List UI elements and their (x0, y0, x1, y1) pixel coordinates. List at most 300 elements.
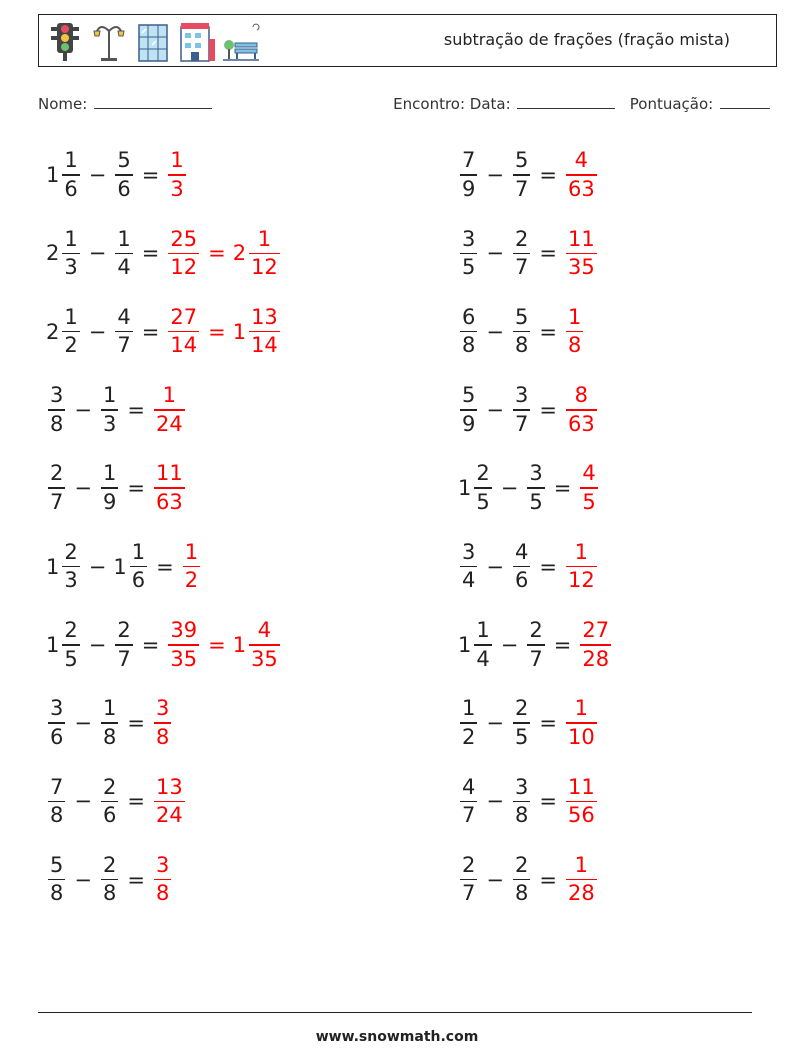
fraction (460, 150, 477, 200)
fraction (115, 620, 132, 670)
fraction-bar (527, 487, 544, 489)
numerator: 7 (462, 148, 476, 173)
numerator: 2 (514, 696, 529, 721)
minus-sign: − (74, 789, 92, 814)
fraction-bar (460, 801, 477, 803)
fraction-bar (580, 644, 611, 646)
denominator: 6 (50, 724, 64, 749)
minus-sign: − (486, 163, 504, 187)
fraction-bar (62, 644, 79, 646)
denominator: 7 (50, 489, 64, 514)
header-icons (45, 19, 261, 63)
date-blank[interactable] (517, 93, 615, 109)
problem-item (46, 140, 188, 210)
denominator: 4 (117, 255, 131, 280)
answer-fraction (152, 852, 173, 906)
minuend (46, 620, 82, 670)
numerator: 8 (574, 383, 589, 408)
answer-fraction (166, 150, 187, 200)
fraction-bar (168, 174, 185, 176)
numerator: 2 (476, 461, 490, 486)
denominator: 14 (251, 333, 278, 358)
fraction-bar (460, 879, 477, 881)
fraction (101, 698, 118, 748)
denominator: 3 (170, 176, 184, 201)
fraction (101, 463, 118, 513)
equals-sign: = (127, 476, 145, 501)
numerator: 5 (50, 852, 64, 877)
numerator: 1 (184, 539, 199, 564)
whole-number: 2 (232, 241, 247, 266)
denominator: 12 (567, 568, 595, 593)
subtrahend (99, 698, 120, 748)
numerator: 1 (102, 696, 117, 721)
answer (166, 226, 281, 280)
fraction-bar (154, 487, 185, 489)
apartment-building-icon (177, 19, 217, 63)
fraction (460, 385, 477, 435)
denominator: 7 (117, 333, 131, 358)
numerator: 1 (574, 539, 589, 564)
equals-sign: = (141, 632, 160, 657)
fraction (474, 620, 491, 670)
denominator: 63 (567, 176, 595, 201)
numerator: 1 (64, 148, 78, 173)
denominator: 8 (102, 881, 117, 906)
minus-sign: − (486, 319, 504, 344)
answer-fraction (564, 539, 599, 593)
subtrahend (511, 226, 532, 280)
fraction-bar (101, 409, 118, 411)
fraction-bar (168, 331, 199, 333)
fraction-bar (460, 331, 477, 333)
problem-item (46, 688, 173, 758)
equals-sign: = (539, 319, 557, 344)
fraction-bar (130, 566, 147, 568)
fraction-bar (101, 801, 118, 803)
equals-sign: = (127, 711, 145, 736)
denominator: 8 (514, 881, 529, 906)
equals-sign: = (127, 397, 145, 422)
numerator: 2 (64, 618, 78, 643)
worksheet-title: subtração de frações (fração mista) (443, 30, 730, 49)
fraction (48, 463, 65, 513)
fraction-bar (566, 801, 597, 803)
subtrahend (99, 463, 120, 513)
minus-sign: − (486, 397, 504, 422)
fraction (460, 226, 477, 280)
numerator: 4 (514, 539, 529, 564)
fraction (566, 150, 597, 200)
numerator: 39 (170, 618, 198, 643)
answer-fraction (564, 698, 599, 748)
fraction-bar (168, 644, 199, 646)
whole-number: 2 (46, 241, 60, 266)
equals-sign: = (208, 241, 226, 266)
answer (166, 620, 281, 670)
denominator: 5 (476, 489, 490, 514)
whole-number: 1 (458, 632, 472, 657)
park-bench-icon (221, 19, 261, 63)
fraction-bar (168, 253, 199, 255)
fraction (566, 539, 597, 593)
numerator: 2 (514, 852, 529, 877)
answer-fraction (166, 304, 201, 358)
numerator: 3 (529, 461, 543, 486)
numerator: 2 (529, 618, 543, 643)
denominator: 8 (102, 724, 117, 749)
answer-fraction (233, 620, 282, 670)
equals-sign: = (553, 632, 572, 657)
equals-sign: = (539, 241, 557, 266)
numerator: 3 (155, 696, 170, 721)
answer-fraction (166, 226, 201, 280)
numerator: 13 (155, 774, 183, 799)
score-blank[interactable] (720, 93, 770, 109)
numerator: 13 (251, 304, 278, 329)
fraction (513, 226, 530, 280)
numerator: 1 (64, 226, 78, 251)
answer (152, 698, 173, 748)
subtrahend (113, 539, 149, 593)
minus-sign: − (74, 711, 92, 736)
fraction (460, 698, 477, 748)
numerator: 1 (574, 696, 589, 721)
equals-sign: = (127, 789, 145, 814)
fraction-bar (249, 253, 280, 255)
fraction-bar (62, 174, 79, 176)
minuend (458, 774, 479, 828)
whole-number: 1 (113, 554, 127, 579)
denominator: 8 (155, 724, 170, 749)
answer-fraction (152, 385, 187, 435)
numerator: 4 (582, 461, 596, 486)
answer (152, 774, 187, 828)
answer-fraction (166, 620, 201, 670)
equals-sign: = (208, 632, 226, 657)
numerator: 1 (64, 304, 78, 329)
fraction-bar (474, 487, 491, 489)
numerator: 4 (257, 618, 272, 643)
fraction (115, 226, 132, 280)
fraction (154, 463, 185, 513)
fraction (513, 774, 530, 828)
fraction-bar (460, 409, 477, 411)
fraction (527, 620, 544, 670)
fraction (474, 463, 491, 513)
minuend (46, 463, 67, 513)
minuend (46, 150, 82, 200)
problem-item (458, 610, 613, 680)
fraction-bar (154, 801, 185, 803)
fraction (249, 304, 280, 358)
equals-sign: = (539, 711, 557, 736)
minuend (46, 226, 82, 280)
equals-sign: = (539, 554, 557, 579)
fraction (48, 698, 65, 748)
denominator: 5 (582, 489, 596, 514)
answer (166, 150, 187, 200)
minuend (458, 539, 479, 593)
equals-sign: = (141, 241, 160, 266)
minus-sign: − (500, 476, 519, 501)
fraction-bar (566, 409, 597, 411)
whole-number: 2 (46, 319, 60, 344)
denominator: 6 (514, 568, 529, 593)
denominator: 6 (64, 176, 78, 201)
fraction-bar (513, 566, 530, 568)
traffic-light-icon (45, 19, 85, 63)
fraction (566, 226, 597, 280)
minuend (458, 698, 479, 748)
subtrahend (113, 620, 134, 670)
numerator: 27 (582, 618, 610, 643)
answer (564, 774, 599, 828)
fraction-bar (154, 722, 171, 724)
fraction-bar (154, 879, 171, 881)
fraction (62, 150, 79, 200)
answer-fraction (232, 304, 282, 358)
fraction-bar (513, 801, 530, 803)
problem-item (458, 532, 599, 602)
numerator: 11 (567, 226, 595, 251)
fraction (566, 698, 597, 748)
numerator: 25 (170, 226, 198, 251)
subtrahend (525, 620, 546, 670)
answer-fraction (578, 463, 599, 513)
numerator: 1 (131, 539, 146, 564)
numerator: 3 (50, 696, 64, 721)
fraction-bar (566, 253, 597, 255)
numerator: 1 (170, 148, 184, 173)
glass-building-icon (133, 19, 173, 63)
whole-number: 1 (46, 554, 60, 579)
answer-fraction (564, 226, 599, 280)
minuend (458, 852, 479, 906)
numerator: 5 (514, 304, 529, 329)
fraction (115, 304, 132, 358)
fraction-bar (580, 487, 597, 489)
denominator: 3 (102, 411, 117, 436)
subtrahend (525, 463, 546, 513)
answer-fraction (564, 150, 599, 200)
numerator: 1 (162, 383, 177, 408)
problem-item (46, 845, 173, 915)
answer-fraction (564, 304, 585, 358)
numerator: 1 (117, 226, 131, 251)
denominator: 35 (170, 646, 198, 671)
minus-sign: − (88, 163, 107, 187)
fraction (48, 852, 65, 906)
fraction (154, 852, 171, 906)
answer-fraction (152, 698, 173, 748)
minus-sign: − (88, 632, 107, 657)
answer (564, 150, 599, 200)
fraction (566, 304, 583, 358)
problem-item (458, 845, 599, 915)
answer (578, 463, 599, 513)
denominator: 5 (514, 724, 529, 749)
fraction-bar (566, 174, 597, 176)
numerator: 2 (462, 852, 476, 877)
name-label: Nome: (38, 95, 88, 113)
denominator: 6 (117, 176, 131, 201)
minus-sign: − (486, 241, 504, 266)
minus-sign: − (486, 789, 504, 814)
numerator: 3 (514, 383, 529, 408)
subtrahend (511, 852, 532, 906)
subtrahend (99, 385, 120, 435)
fraction (513, 385, 530, 435)
fraction (62, 304, 79, 358)
fraction (154, 698, 171, 748)
denominator: 63 (155, 489, 183, 514)
fraction-bar (48, 487, 65, 489)
fraction-bar (566, 879, 597, 881)
denominator: 8 (514, 333, 529, 358)
minus-sign: − (88, 319, 107, 344)
numerator: 1 (476, 618, 490, 643)
fraction (513, 150, 530, 200)
minus-sign: − (74, 476, 92, 501)
fraction (168, 150, 185, 200)
denominator: 2 (64, 333, 78, 358)
fraction (168, 226, 199, 280)
problem-item (46, 453, 187, 523)
minuend (46, 698, 67, 748)
numerator: 2 (117, 618, 131, 643)
fraction-bar (513, 331, 530, 333)
denominator: 8 (155, 881, 170, 906)
answer (564, 698, 599, 748)
fraction-bar (115, 253, 132, 255)
minuend (46, 539, 82, 593)
minus-sign: − (486, 867, 504, 892)
answer-fraction (564, 852, 599, 906)
answer (564, 226, 599, 280)
fraction (115, 150, 132, 200)
numerator: 11 (155, 461, 183, 486)
denominator: 35 (251, 646, 278, 671)
problem-item (46, 610, 282, 680)
name-blank[interactable] (94, 93, 212, 109)
subtrahend (511, 539, 532, 593)
whole-number: 1 (46, 163, 60, 187)
fraction (249, 620, 280, 670)
answer (564, 304, 585, 358)
denominator: 8 (50, 803, 64, 828)
numerator: 2 (50, 461, 64, 486)
denominator: 56 (567, 803, 595, 828)
minuend (46, 852, 67, 906)
fraction-bar (62, 331, 79, 333)
equals-sign: = (539, 397, 557, 422)
answer-fraction (152, 774, 187, 828)
fraction-bar (62, 566, 79, 568)
subtrahend (99, 852, 120, 906)
fraction-bar (183, 566, 200, 568)
fraction (513, 698, 530, 748)
fraction-bar (513, 879, 530, 881)
problem-item (458, 297, 585, 367)
minuend (46, 385, 67, 435)
fraction-bar (474, 644, 491, 646)
fraction-bar (62, 253, 79, 255)
denominator: 14 (170, 333, 198, 358)
problem-item (458, 453, 600, 523)
fraction-bar (48, 409, 65, 411)
problem-item (46, 218, 282, 288)
numerator: 7 (50, 774, 64, 799)
answer-fraction (232, 226, 282, 280)
problem-item (46, 297, 282, 367)
fraction (168, 620, 199, 670)
minuend (458, 150, 479, 200)
fraction-bar (513, 174, 530, 176)
fraction-bar (101, 722, 118, 724)
equals-sign: = (156, 554, 174, 579)
numerator: 27 (170, 304, 198, 329)
fraction-bar (48, 801, 65, 803)
fraction (566, 385, 597, 435)
equals-sign: = (553, 476, 572, 501)
denominator: 5 (64, 646, 78, 671)
equals-sign: = (539, 867, 557, 892)
numerator: 1 (574, 852, 589, 877)
answer-fraction (564, 774, 599, 828)
fraction-bar (249, 644, 280, 646)
numerator: 4 (117, 304, 131, 329)
answer (564, 539, 599, 593)
denominator: 6 (102, 803, 117, 828)
denominator: 7 (117, 646, 131, 671)
denominator: 28 (567, 881, 595, 906)
denominator: 7 (514, 411, 529, 436)
denominator: 63 (567, 411, 595, 436)
whole-number: 1 (232, 319, 247, 344)
equals-sign: = (539, 789, 557, 814)
minus-sign: − (486, 554, 504, 579)
fraction-bar (249, 331, 280, 333)
minuend (458, 304, 479, 358)
answer-fraction (181, 539, 202, 593)
fraction (130, 539, 147, 593)
answer (152, 852, 173, 906)
fraction-bar (513, 409, 530, 411)
subtrahend (511, 698, 532, 748)
score-label: Pontuação: (629, 95, 714, 113)
fraction-bar (513, 722, 530, 724)
answer (564, 385, 599, 435)
footer-url: www.snowmath.com (315, 1029, 479, 1045)
numerator: 1 (257, 226, 272, 251)
subtrahend (511, 774, 532, 828)
answer-fraction (564, 385, 599, 435)
fraction (249, 226, 280, 280)
minuend (458, 226, 479, 280)
fraction-bar (101, 487, 118, 489)
numerator: 6 (462, 304, 476, 329)
numerator: 3 (462, 539, 476, 564)
fraction-bar (566, 566, 597, 568)
answer (152, 385, 187, 435)
numerator: 11 (567, 774, 595, 799)
equals-sign: = (127, 867, 145, 892)
numerator: 1 (102, 383, 117, 408)
fraction (101, 852, 118, 906)
problem-item (46, 375, 187, 445)
minuend (458, 385, 479, 435)
